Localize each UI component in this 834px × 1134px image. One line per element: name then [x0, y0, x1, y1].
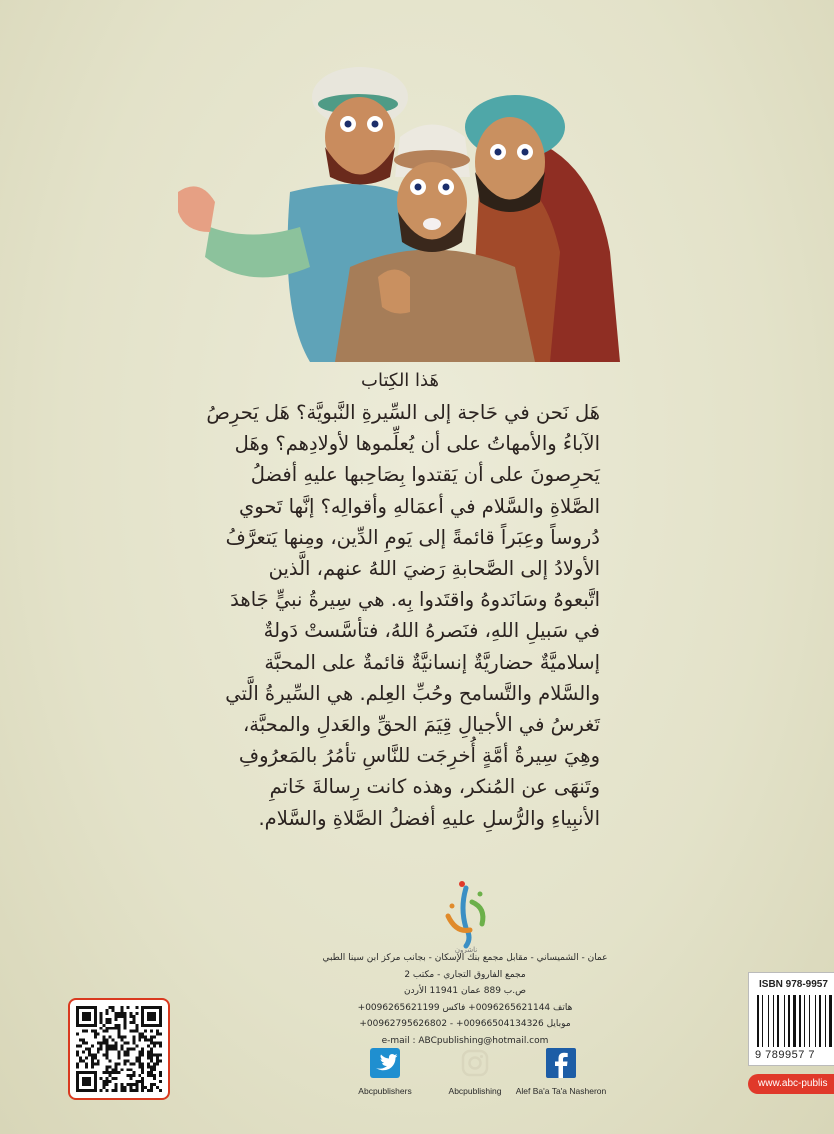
- body-line: اتَّبعوهُ وسَانَدوهُ واقتَدوا بِه. هي سِيرةُ نبيٍّ جَاهدَ: [230, 588, 600, 612]
- body-line: والسَّلام والتَّسامح وحُبِّ العِلم. هي السِّيرةُ الَّتي: [225, 681, 600, 705]
- body-line: وتَنهَى عن المُنكر، وهذه كانت رِسالةَ خَاتمِ: [269, 775, 600, 799]
- po-box: ص.ب 889 عمان 11941 الأردن: [403, 986, 527, 996]
- instagram-label[interactable]: Abcpublishing: [448, 1086, 502, 1096]
- body-line: دُروساً وعِبَراً قائمةً إلى يَومِ الدِّين، ومِنها يَتعرَّفُ: [225, 525, 600, 549]
- address-line-2: مجمع الفاروق التجاري - مكتب 2: [404, 969, 526, 980]
- svg-text:ناشرون: ناشرون: [454, 946, 478, 953]
- body-line: هَل نَحن في حَاجة إلى السِّيرةِ النَّبويَّة؟ هَل يَحرِصُ: [206, 401, 600, 424]
- intro-title: هَذا الكِتاب: [361, 370, 439, 391]
- body-line: تَغرسُ في الأجيالِ قِيَمَ الحقِّ والعَدلِ والمحبَّة،: [243, 713, 600, 737]
- twitter-label[interactable]: Abcpublishers: [358, 1086, 412, 1096]
- facebook-label[interactable]: Alef Ba'a Ta'a Nasheron: [515, 1086, 607, 1096]
- cover-illustration: [170, 52, 620, 362]
- body-line: الآباءُ والأمهاتُ على أن يُعلِّموها لأولادِهم؟ وهَل: [234, 432, 600, 456]
- body-line: في سَبيلِ اللهِ، فنَصرهُ اللهُ، فتأسَّستْ دَولةٌ: [263, 619, 600, 643]
- publisher-info: [300, 950, 630, 1049]
- isbn-barcode: [748, 972, 834, 1066]
- isbn-digits: 9 789957 7: [755, 1049, 816, 1061]
- publisher-logo: [436, 878, 496, 953]
- website-link[interactable]: www.abc-publis: [748, 1074, 834, 1094]
- body-line: إسلاميَّةٌ حضاريَّةٌ إنسانيَّةٌ قائمةٌ على المحبَّة: [264, 650, 600, 674]
- phone-fax: هاتف 0096265621144+ فاكس 0096265621199+: [357, 1002, 573, 1013]
- body-line: وهِيَ سِيرةُ أمَّةٍ أُخرِجَت للنَّاسِ تأمُرُ بالمَعرُوفِ: [238, 744, 600, 768]
- mobile: موبايل 00966504134326+ - 00962795626802+: [359, 1019, 571, 1029]
- body-text: [206, 397, 600, 834]
- body-line: الأولادُ إلى الصَّحابةِ رَضيَ اللهُ عنهم، الَّذين: [268, 557, 600, 581]
- body-line: يَحرِصونَ على أن يَقتدوا بِصَاحِبها عليهِ أفضلُ: [250, 463, 600, 487]
- isbn-label: ISBN 978-9957: [759, 979, 828, 990]
- body-line: الأنبِياءِ والرُّسلِ عليهِ أفضلُ الصَّلاةِ والسَّلام.: [258, 806, 600, 830]
- twitter-icon[interactable]: [370, 1048, 400, 1078]
- facebook-icon[interactable]: [546, 1048, 576, 1078]
- body-line: الصَّلاةِ والسَّلام في أعمَالهِ وأقوالِه؟ إنَّها تَحوي: [239, 494, 600, 518]
- qr-code[interactable]: [68, 998, 170, 1100]
- address-line-1: عمان - الشميساني - مقابل مجمع بنك الإسكان - بجانب مركز ابن سينا الطبي: [322, 953, 608, 963]
- barcode-bars: [757, 995, 834, 1047]
- instagram-icon[interactable]: [460, 1048, 490, 1078]
- email[interactable]: e-mail : ABCpublishing@hotmail.com: [381, 1035, 549, 1046]
